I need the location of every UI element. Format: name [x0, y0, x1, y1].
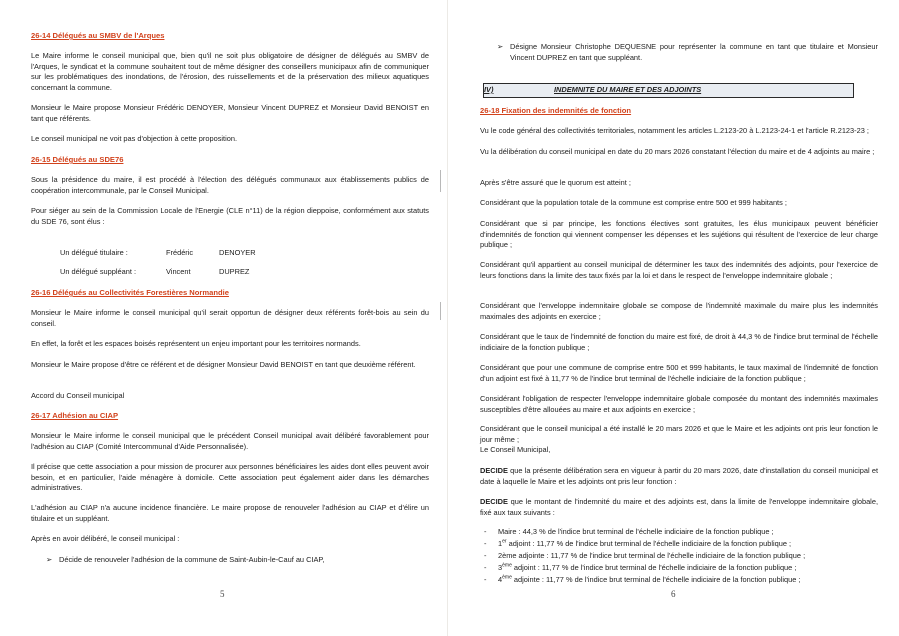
- decision-text: que la présente délibération sera en vigueur à partir du 20 mars 2026, date d'installation du conseil municipal et date à laquelle le Maire et les adjoints ont pris leur fonction :: [480, 466, 878, 486]
- delegate-role: Un délégué titulaire :: [60, 248, 128, 257]
- delegate-last-name: DENOYER: [219, 248, 256, 257]
- section-heading: 26-16 Délégués au Collectivités Forestières Normandie: [31, 288, 229, 297]
- decision-text: que le montant de l'indemnité du maire et des adjoints est, dans la limite de l'enveloppe indemnitaire globale, fixé aux taux suivants :: [480, 497, 878, 517]
- section-number: IV): [484, 85, 494, 94]
- arrow-bullet-icon: ➢: [497, 42, 504, 51]
- decide-keyword: DECIDE: [480, 497, 508, 506]
- paragraph: Considérant que le taux de l'indemnité de fonction du maire est fixé, de droit à 44,3 % de l'indice brut terminal de l'échelle indiciaire de la fonction publique ;: [480, 332, 878, 352]
- section-title: INDEMNITE DU MAIRE ET DES ADJOINTS: [554, 85, 702, 94]
- paragraph: Le conseil municipal ne voit pas d'objection à cette proposition.: [31, 134, 238, 143]
- section-heading: 26-14 Délégués au SMBV de l'Arques: [31, 31, 165, 40]
- paragraph: Après s'être assuré que le quorum est atteint ;: [480, 178, 631, 187]
- paragraph: Considérant qu'il appartient au conseil municipal de déterminer les taux des indemnités des adjoints, pour l'exercice de leurs fonctions dans la limite des taux fixés par la loi et dans le respect de l'enveloppe indemnitaire globale ;: [480, 260, 878, 280]
- delegate-first-name: Vincent: [166, 267, 191, 276]
- paragraph: Monsieur le Maire informe le conseil municipal que le précédent Conseil municipal avait délibéré favorablement pour l'adhésion au CIAP (Comité Intercommunal d'Aide Personnalisée).: [31, 431, 429, 451]
- decision-paragraph: [480, 466, 878, 487]
- list-item: 2ème adjointe : 11,77 % de l'indice brut terminal de l'échelle indiciaire de la fonction publique ;: [498, 551, 806, 560]
- dash-bullet-icon: -: [484, 563, 487, 572]
- paragraph: Vu la délibération du conseil municipal en date du 20 mars 2026 constatant l'élection du maire et de 4 adjoints au maire ;: [480, 147, 875, 156]
- paragraph: L'adhésion au CIAP n'a aucune incidence financière. Le maire propose de renouveler l'adhésion au CIAP et d'élire un titulaire et un suppléant.: [31, 503, 429, 523]
- dash-bullet-icon: -: [484, 575, 487, 584]
- paragraph: Le Conseil Municipal,: [480, 445, 551, 454]
- paragraph: Il précise que cette association a pour mission de procurer aux personnes bénéficiaires les aides dont elles peuvent avoir besoin, et en particulier, l'aide ménagère à domicile. Cette association peut également aider dans les démarches administratives.: [31, 462, 429, 492]
- paragraph: Considérant que l'enveloppe indemnitaire globale se compose de l'indemnité maximale du maire plus les indemnités maximales des adjoints en exercice ;: [480, 301, 878, 321]
- paragraph: Considérant l'obligation de respecter l'enveloppe indemnitaire globale composée du montant des indemnités maximales susceptibles d'être allouées au maire et aux adjoints en exercice ;: [480, 394, 878, 414]
- bullet-text: Décide de renouveler l'adhésion de la commune de Saint-Aubin-le-Cauf au CIAP,: [59, 555, 325, 564]
- delegate-last-name: DUPREZ: [219, 267, 250, 276]
- page-left: [0, 0, 449, 636]
- paragraph: Vu le code général des collectivités territoriales, notamment les articles L.2123-20 à L.2123-24-1 et l'article R.2123-23 ;: [480, 126, 869, 135]
- decide-keyword: DECIDE: [480, 466, 508, 475]
- paragraph: Accord du Conseil municipal: [31, 391, 125, 400]
- paragraph: Le Maire informe le conseil municipal que, bien qu'il ne soit plus obligatoire de désigner de délégués au SMBV de l'Arques, le syndicat et la commune souhaitent tout de même désigner des conseillers municipaux afin de communiquer sur les problématiques des inondations, de l'érosion, des ruissellements et de la préservation des milieux aquatiques concernant la commune.: [31, 51, 429, 92]
- delegate-role: Un délégué suppléant :: [60, 267, 137, 276]
- paragraph: Après en avoir délibéré, le conseil municipal :: [31, 534, 180, 543]
- list-item: 4ème adjointe : 11,77 % de l'indice brut terminal de l'échelle indiciaire de la fonction publique ;: [498, 574, 801, 584]
- paragraph: Considérant que pour une commune de comprise entre 500 et 999 habitants, le taux maximal de l'indemnité de fonction d'un adjoint est fixé à 11,77 % de l'indice brut terminal de l'échelle indiciaire de la fonction publique ;: [480, 363, 878, 383]
- decision-paragraph: [480, 497, 878, 518]
- paragraph: Considérant que la population totale de la commune est comprise entre 500 et 999 habitants ;: [480, 198, 787, 207]
- arrow-bullet-icon: ➢: [46, 555, 53, 564]
- paragraph: Considérant que le conseil municipal a été installé le 20 mars 2026 et que le Maire et les adjoints ont pris leur fonction le jour même ;: [480, 424, 878, 444]
- section-heading: 26-18 Fixation des indemnités de fonction: [480, 106, 632, 115]
- dash-bullet-icon: -: [484, 527, 487, 536]
- paragraph: Sous la présidence du maire, il est procédé à l'élection des délégués communaux aux établissements publics de coopération intercommunale, par le Conseil Municipal.: [31, 175, 429, 195]
- list-item: Maire : 44,3 % de l'indice brut terminal de l'échelle indiciaire de la fonction publique ;: [498, 527, 774, 536]
- paragraph: En effet, la forêt et les espaces boisés représentent un enjeu important pour les territoires normands.: [31, 339, 361, 348]
- delegate-first-name: Frédéric: [166, 248, 194, 257]
- paragraph: Monsieur le Maire informe le conseil municipal qu'il serait opportun de désigner deux référents forêt-bois au sein du conseil.: [31, 308, 429, 328]
- paragraph: Considérant que si par principe, les fonctions électives sont gratuites, les élus municipaux peuvent bénéficier d'indemnités de fonction qui viennent compenser les dépenses et les sujétions qui résultent de l'exercice de leur charge publique ;: [480, 219, 878, 249]
- paragraph: Monsieur le Maire propose Monsieur Frédéric DENOYER, Monsieur Vincent DUPREZ et Monsieur David BENOIST en tant que référents.: [31, 103, 429, 123]
- paragraph: Pour siéger au sein de la Commission Locale de l'Energie (CLE n°11) de la région dieppoise, conformément aux statuts du SDE 76, sont élus :: [31, 206, 429, 226]
- section-heading: 26-17 Adhésion au CIAP: [31, 411, 119, 420]
- page-number: 5: [220, 589, 225, 599]
- paragraph: Monsieur le Maire propose d'être ce référent et de désigner Monsieur David BENOIST en tant que deuxième référent.: [31, 360, 416, 369]
- list-item: 1er adjoint : 11,77 % de l'indice brut terminal de l'échelle indiciaire de la fonction publique ;: [498, 538, 792, 548]
- bullet-text: Désigne Monsieur Christophe DEQUESNE pour représenter la commune en tant que titulaire et Monsieur Vincent DUPREZ en tant que suppléant.: [510, 42, 878, 62]
- section-heading: 26-15 Délégués au SDE76: [31, 155, 124, 164]
- dash-bullet-icon: -: [484, 551, 487, 560]
- page-number: 6: [671, 589, 676, 599]
- dash-bullet-icon: -: [484, 539, 487, 548]
- list-item: 3ème adjoint : 11,77 % de l'indice brut terminal de l'échelle indiciaire de la fonction publique ;: [498, 562, 797, 572]
